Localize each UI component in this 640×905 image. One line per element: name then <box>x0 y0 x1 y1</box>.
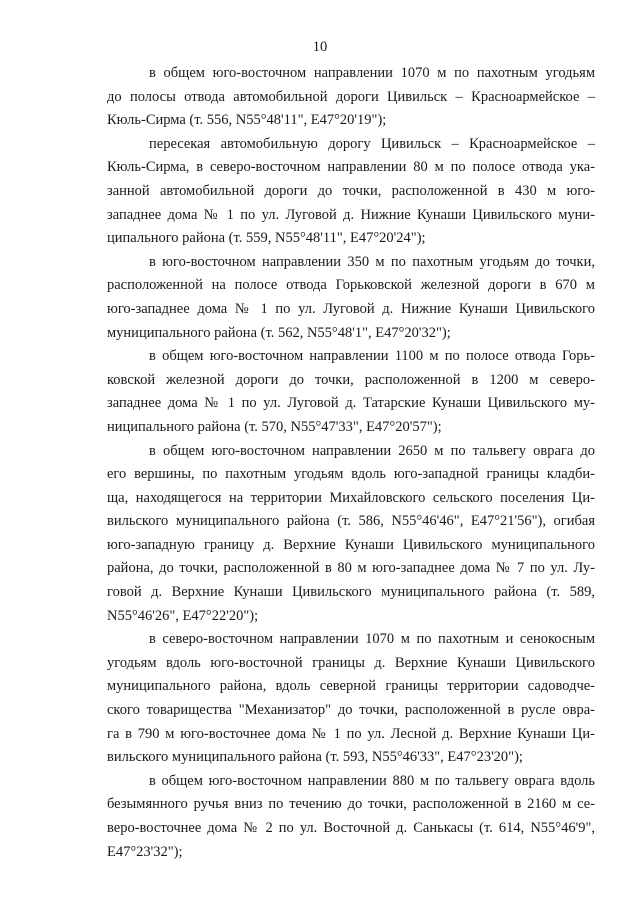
text-line: безымянного ручья вниз по течению до точки, расположенной в 2160 м се- <box>107 796 595 813</box>
paragraph <box>107 251 595 345</box>
paragraph <box>107 133 595 251</box>
text-line: расположенной на полосе отвода Горьковской железной дороги в 670 м <box>107 277 595 294</box>
paragraph <box>107 770 595 864</box>
text-line: вильского муниципального района (т. 586, N55°46'46", E47°21'56"), огибая <box>107 513 595 530</box>
page-number: 10 <box>312 39 328 55</box>
paragraph <box>107 440 595 629</box>
text-line: района, до точки, расположенной в 80 м юго-западнее дома № 7 по ул. Лу- <box>107 560 595 577</box>
text-line: веро-восточнее дома № 2 по ул. Восточной д. Санькасы (т. 614, N55°46'9", <box>107 820 595 836</box>
text-line: в общем юго-восточном направлении 880 м по тальвегу оврага вдоль <box>149 772 595 789</box>
document-body <box>107 62 595 864</box>
text-line: в общем юго-восточном направлении 1070 м по пахотным угодьям <box>149 65 595 81</box>
text-line: ковской железной дороги до точки, расположенной в 1200 м северо- <box>107 371 595 388</box>
paragraph <box>107 345 595 439</box>
text-line: ского товарищества "Механизатор" до точки, расположенной в русле овра- <box>107 702 595 719</box>
text-line: в северо-восточном направлении 1070 м по пахотным и сенокосным <box>149 631 595 648</box>
text-line: в общем юго-восточном направлении 1100 м по полосе отвода Горь- <box>149 348 595 365</box>
text-line: пересекая автомобильную дорогу Цивильск – Красноармейское – <box>149 135 595 152</box>
text-line: Кюль-Сирма, в северо-восточном направлении 80 м по полосе отвода ука- <box>107 159 595 176</box>
text-line: Кюль-Сирма (т. 556, N55°48'11", E47°20'19"); <box>107 112 387 129</box>
text-line: юго-западную границу д. Верхние Кунаши Цивильского муниципального <box>107 536 595 553</box>
text-line: муниципального района, вдоль северной границы территории садоводче- <box>107 678 595 695</box>
text-line: муниципального района (т. 562, N55°48'1", E47°20'32"); <box>107 324 451 341</box>
text-line: га в 790 м юго-восточнее дома № 1 по ул. Лесной д. Верхние Кунаши Ци- <box>107 725 595 742</box>
text-line: вильского муниципального района (т. 593, N55°46'33", E47°23'20"); <box>107 749 523 766</box>
text-line: E47°23'32"); <box>107 843 183 860</box>
text-line: ща, находящегося на территории Михайловского сельского поселения Ци- <box>107 489 595 506</box>
text-line: ципального района (т. 559, N55°48'11", E47°20'24"); <box>107 230 426 247</box>
paragraph <box>107 628 595 770</box>
text-line: западнее дома № 1 по ул. Луговой д. Нижние Кунаши Цивильского муни- <box>107 206 595 223</box>
text-line: ниципального района (т. 570, N55°47'33", E47°20'57"); <box>107 418 442 435</box>
text-line: в общем юго-восточном направлении 2650 м по тальвегу оврага до <box>149 442 595 459</box>
text-line: в юго-восточном направлении 350 м по пахотным угодьям до точки, <box>149 253 595 270</box>
text-line: его вершины, по пахотным угодьям вдоль юго-западной границы кладби- <box>107 466 595 483</box>
paragraph <box>107 62 595 133</box>
text-line: угодьям вдоль юго-восточной границы д. Верхние Кунаши Цивильского <box>107 654 595 671</box>
text-line: занной автомобильной дороги до точки, расположенной в 430 м юго- <box>107 182 595 199</box>
text-line: N55°46'26", E47°22'20"); <box>107 607 259 624</box>
text-line: юго-западнее дома № 1 по ул. Луговой д. Нижние Кунаши Цивильского <box>107 300 595 317</box>
text-line: до полосы отвода автомобильной дороги Цивильск – Красноармейское – <box>107 88 595 105</box>
text-line: западнее дома № 1 по ул. Луговой д. Татарские Кунаши Цивильского му- <box>107 395 595 412</box>
text-line: говой д. Верхние Кунаши Цивильского муниципального района (т. 589, <box>107 584 595 601</box>
